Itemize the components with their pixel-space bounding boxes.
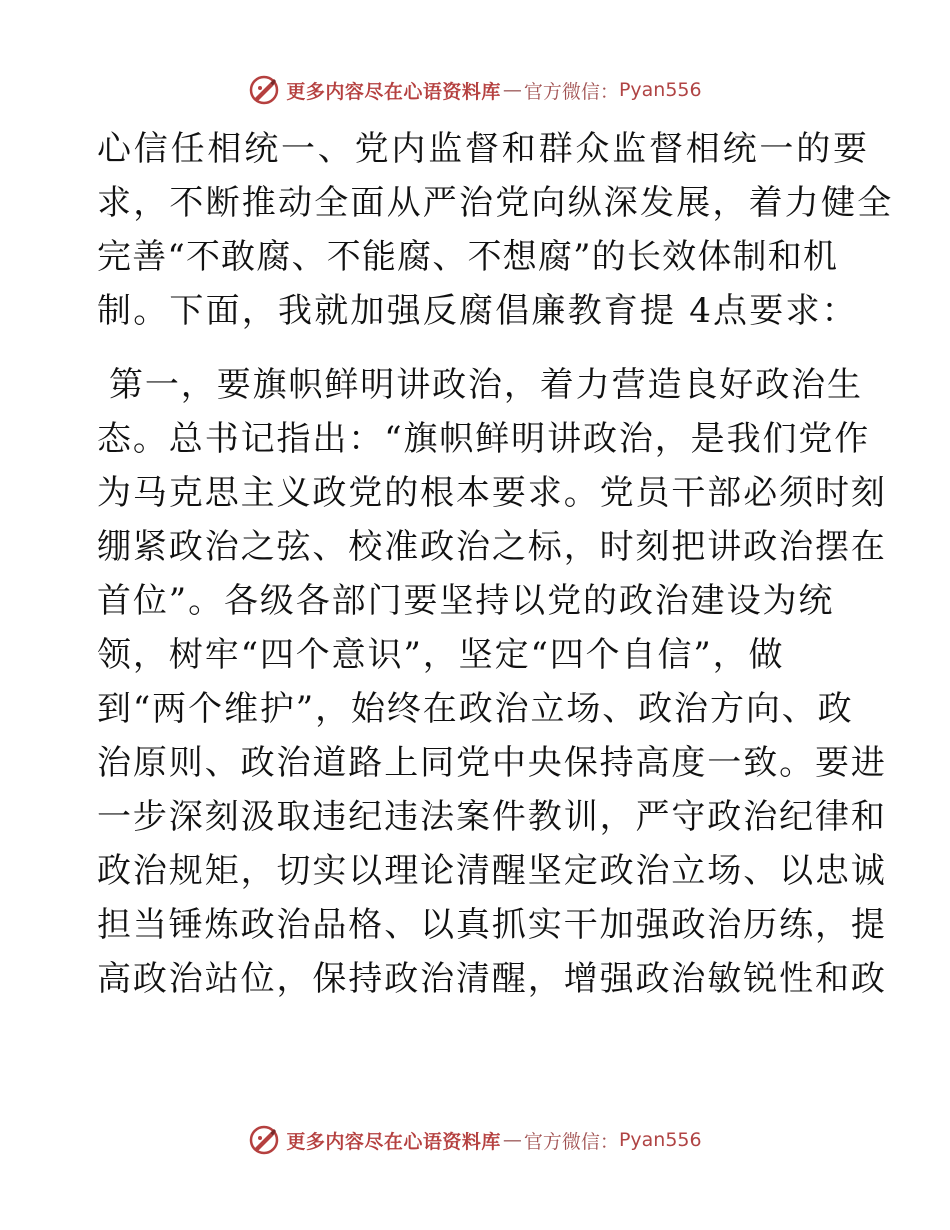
brand-logo-icon [248, 1124, 280, 1156]
text-line: 领，树牢“四个意识”，坚定“四个自信”，做 [97, 635, 785, 675]
paragraph [97, 122, 894, 338]
text-line: 治原则、政治道路上同党中央保持高度一致。要进 [97, 743, 887, 783]
watermark-separator: — [502, 1129, 522, 1151]
text-line: 首位”。各级各部门要坚持以党的政治建设为统 [97, 581, 835, 621]
footer-watermark [0, 1120, 950, 1160]
watermark-main-text: 更多内容尽在心语资料库 [286, 80, 501, 103]
text-line: 制。下面，我就加强反腐倡廉教育提 4点要求： [97, 291, 858, 331]
text-line: 到“两个维护”，始终在政治立场、政治方向、政 [97, 689, 854, 729]
text-line: 求，不断推动全面从严治党向纵深发展，着力健全 [97, 183, 894, 223]
watermark-wechat-label: 官方微信： [523, 80, 619, 103]
text-line: 一步深刻汲取违纪违法案件教训，严守政治纪律和 [97, 797, 887, 837]
watermark-wechat-id: Pyan556 [618, 79, 702, 101]
text-line: 担当锤炼政治品格、以真抓实干加强政治历练，提 [97, 905, 887, 945]
watermark-main-text: 更多内容尽在心语资料库 [286, 1130, 501, 1153]
text-line: 绷紧政治之弦、校准政治之标，时刻把讲政治摆在 [97, 527, 887, 567]
paragraph [97, 358, 887, 1006]
watermark-wechat-id: Pyan556 [618, 1129, 702, 1151]
watermark-separator: — [502, 79, 522, 101]
text-line: 态。总书记指出：“旗帜鲜明讲政治，是我们党作 [97, 419, 871, 459]
text-line: 高政治站位，保持政治清醒，增强政治敏锐性和政 [97, 959, 887, 999]
header-watermark [0, 70, 950, 110]
watermark-wechat-label: 官方微信： [523, 1130, 619, 1153]
text-line: 政治规矩，切实以理论清醒坚定政治立场、以忠诚 [97, 851, 887, 891]
brand-logo-icon [248, 74, 280, 106]
text-line: 为马克思主义政党的根本要求。党员干部必须时刻 [97, 473, 887, 513]
document-body [97, 122, 894, 1006]
text-line: 第一，要旗帜鲜明讲政治，着力营造良好政治生 [109, 365, 863, 405]
text-line: 完善“不敢腐、不能腐、不想腐”的长效体制和机 [97, 237, 839, 277]
text-line: 心信任相统一、党内监督和群众监督相统一的要 [97, 129, 870, 169]
